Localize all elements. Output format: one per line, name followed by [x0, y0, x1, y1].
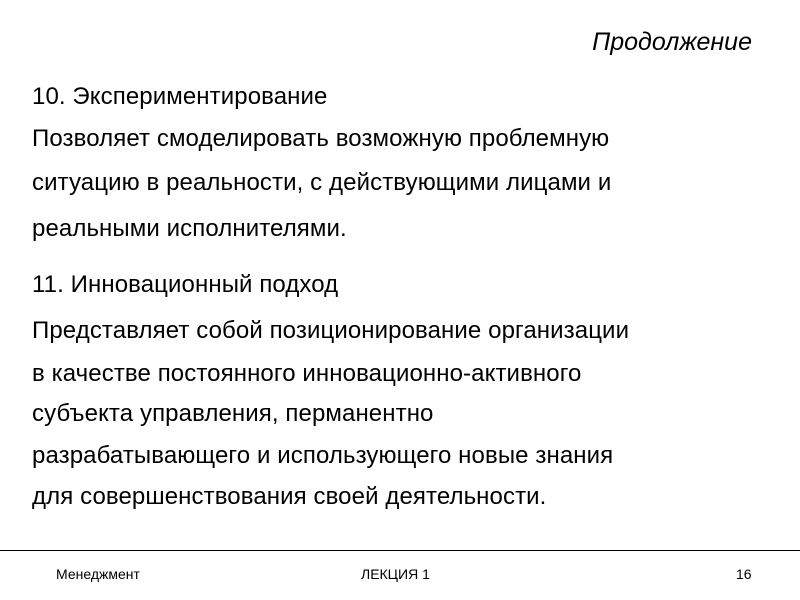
section-11-text-line: в качестве постоянного инновационно-активного [32, 360, 582, 387]
footer-course: Менеджмент [56, 566, 140, 582]
section-10-heading: 10. Экспериментирование [32, 83, 328, 110]
section-10-text-line: Позволяет смоделировать возможную проблемную [32, 125, 610, 152]
section-11-text-line: для совершенствования своей деятельности. [32, 483, 547, 510]
section-11-text-line: субъекта управления, перманентно [32, 400, 434, 427]
section-11-text-line: Представляет собой позиционирование организации [32, 317, 630, 344]
section-11-text-line: разрабатывающего и использующего новые знания [32, 442, 614, 469]
section-10-text-line: ситуацию в реальности, с действующими лицами и [32, 169, 612, 196]
footer-lecture: ЛЕКЦИЯ 1 [361, 566, 430, 582]
footer-divider [0, 550, 800, 551]
section-11-heading: 11. Инновационный подход [32, 271, 339, 298]
continuation-label: Продолжение [592, 28, 752, 56]
section-10-text-line: реальными исполнителями. [32, 215, 347, 242]
footer-page-number: 16 [736, 566, 752, 582]
